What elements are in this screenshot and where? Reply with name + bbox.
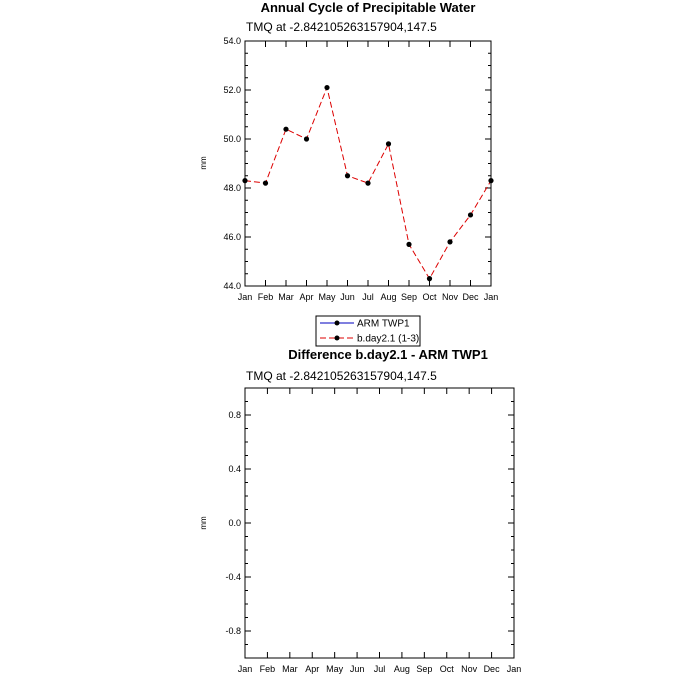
- x-tick-label: Feb: [257, 292, 274, 302]
- x-tick-label: Aug: [380, 292, 397, 302]
- x-tick-label: Dec: [462, 292, 479, 302]
- chart1-series: [242, 85, 493, 281]
- x-tick-label: Jul: [362, 292, 374, 302]
- y-tick-label: 50.0: [223, 134, 241, 144]
- chart2-title: Difference b.day2.1 - ARM TWP1: [288, 347, 488, 362]
- y-tick-label: 46.0: [223, 232, 241, 242]
- chart2-y-axis: [225, 388, 514, 658]
- data-point: [386, 141, 391, 146]
- x-tick-label: Apr: [299, 292, 314, 302]
- data-point: [345, 173, 350, 178]
- y-tick-label: 52.0: [223, 85, 241, 95]
- legend: [316, 316, 420, 346]
- chart2-x-axis: [238, 388, 522, 674]
- data-point: [324, 85, 329, 90]
- chart1-y-axis-label: mm: [199, 156, 208, 170]
- data-point: [263, 181, 268, 186]
- x-tick-label: Apr: [305, 664, 320, 674]
- difference-chart: [199, 347, 521, 674]
- chart2-subtitle: TMQ at -2.842105263157904,147.5: [246, 369, 437, 383]
- x-tick-label: Oct: [422, 292, 437, 302]
- data-point: [468, 212, 473, 217]
- y-tick-label: 0.0: [228, 518, 241, 528]
- x-tick-label: Oct: [439, 664, 454, 674]
- chart1-subtitle: TMQ at -2.842105263157904,147.5: [246, 20, 437, 34]
- x-tick-label: Jan: [237, 664, 253, 674]
- y-tick-label: 54.0: [223, 36, 241, 46]
- data-point: [406, 242, 411, 247]
- legend-label-b-day2-1: b.day2.1 (1-3): [357, 333, 420, 345]
- x-tick-label: Jan: [483, 292, 499, 302]
- y-tick-label: 44.0: [223, 281, 241, 291]
- data-point: [427, 276, 432, 281]
- x-tick-label: Mar: [278, 292, 294, 302]
- legend-marker-b-day2-1: [335, 336, 340, 341]
- x-tick-label: Aug: [393, 664, 410, 674]
- x-tick-label: Dec: [483, 664, 500, 674]
- y-tick-label: 0.8: [228, 410, 241, 420]
- data-point: [242, 178, 247, 183]
- x-tick-label: Sep: [416, 664, 433, 674]
- y-tick-label: 48.0: [223, 183, 241, 193]
- x-tick-label: May: [318, 292, 336, 302]
- data-point: [365, 181, 370, 186]
- chart2-y-axis-label: mm: [199, 516, 208, 530]
- x-tick-label: Jan: [506, 664, 522, 674]
- y-tick-label: -0.8: [225, 626, 241, 636]
- chart1-y-axis: [223, 36, 491, 291]
- x-tick-label: Jan: [237, 292, 253, 302]
- x-tick-label: May: [326, 664, 344, 674]
- data-point: [283, 127, 288, 132]
- y-tick-label: 0.4: [228, 464, 241, 474]
- chart1-title: Annual Cycle of Precipitable Water: [260, 0, 476, 15]
- legend-marker-arm-twp1: [335, 321, 340, 326]
- x-tick-label: Jun: [340, 292, 355, 302]
- x-tick-label: Jul: [373, 664, 386, 674]
- data-point: [447, 239, 452, 244]
- x-tick-label: Nov: [441, 292, 459, 302]
- data-point: [304, 136, 309, 141]
- annual-cycle-chart: [199, 0, 498, 302]
- chart1-x-axis: [238, 41, 499, 302]
- x-tick-label: Nov: [461, 664, 478, 674]
- x-tick-label: Feb: [259, 664, 276, 674]
- x-tick-label: Jun: [349, 664, 365, 674]
- x-tick-label: Mar: [282, 664, 298, 674]
- y-tick-label: -0.4: [225, 572, 241, 582]
- chart2-plot-frame: [245, 388, 514, 658]
- legend-label-arm-twp1: ARM TWP1: [357, 318, 410, 330]
- chart1-plot-frame: [245, 41, 491, 286]
- x-tick-label: Sep: [400, 292, 418, 302]
- data-point: [488, 178, 493, 183]
